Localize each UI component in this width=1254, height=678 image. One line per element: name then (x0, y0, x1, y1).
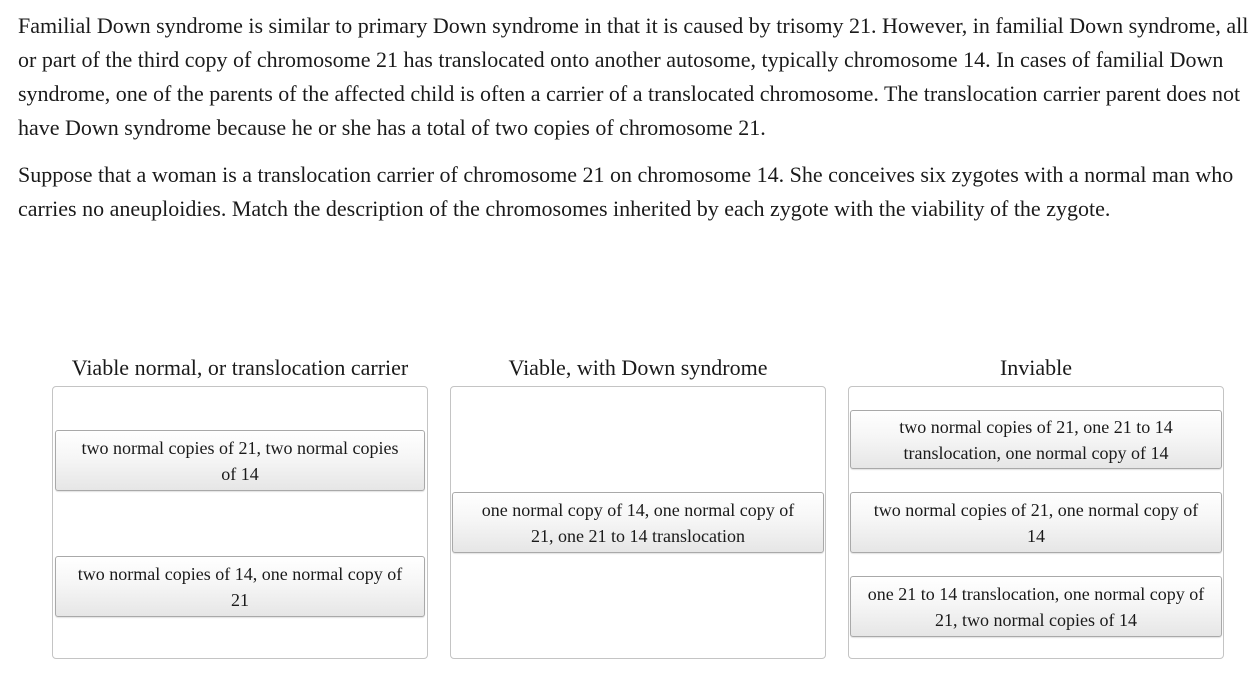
answer-card[interactable]: two normal copies of 21, one normal copy of 14 (850, 492, 1222, 553)
answer-card[interactable]: two normal copies of 21, one 21 to 14 translocation, one normal copy of 14 (850, 410, 1222, 469)
answer-card[interactable]: two normal copies of 21, two normal copies of 14 (55, 430, 425, 491)
answer-card[interactable]: one normal copy of 14, one normal copy of 21, one 21 to 14 translocation (452, 492, 824, 553)
question-text: Suppose that a woman is a translocation carrier of chromosome 21 on chromosome 14. She conceives six zygotes with a normal man who carries no aneuploidies. Match the description of the chromosomes inherited by each zygote with the viability of the zygote. (18, 162, 1234, 221)
answer-card[interactable]: one 21 to 14 translocation, one normal copy of 21, two normal copies of 14 (850, 576, 1222, 637)
drop-zone-viable-normal[interactable] (52, 386, 428, 659)
intro-text (18, 9, 1254, 158)
drop-zone-inviable[interactable] (848, 386, 1224, 659)
column-header-inviable: Inviable (999, 355, 1073, 380)
column-header-viable-normal: Viable normal, or translocation carrier (71, 355, 409, 380)
column-header-viable-down-syndrome: Viable, with Down syndrome (508, 355, 768, 380)
intro-paragraph: Familial Down syndrome is similar to primary Down syndrome in that it is caused by trisomy 21. However, in familial Down syndrome, all or part of the third copy of chromosome 21 has translocated onto another autosome, typically chromosome 14. In cases of familial Down syndrome, one of the parents of the affected child is often a carrier of a translocated chromosome. The translocation carrier parent does not have Down syndrome because he or she has a total of two copies of chromosome 21. (18, 13, 1249, 140)
answer-card[interactable]: two normal copies of 14, one normal copy of 21 (55, 556, 425, 617)
drop-zone-viable-down-syndrome[interactable] (450, 386, 826, 659)
